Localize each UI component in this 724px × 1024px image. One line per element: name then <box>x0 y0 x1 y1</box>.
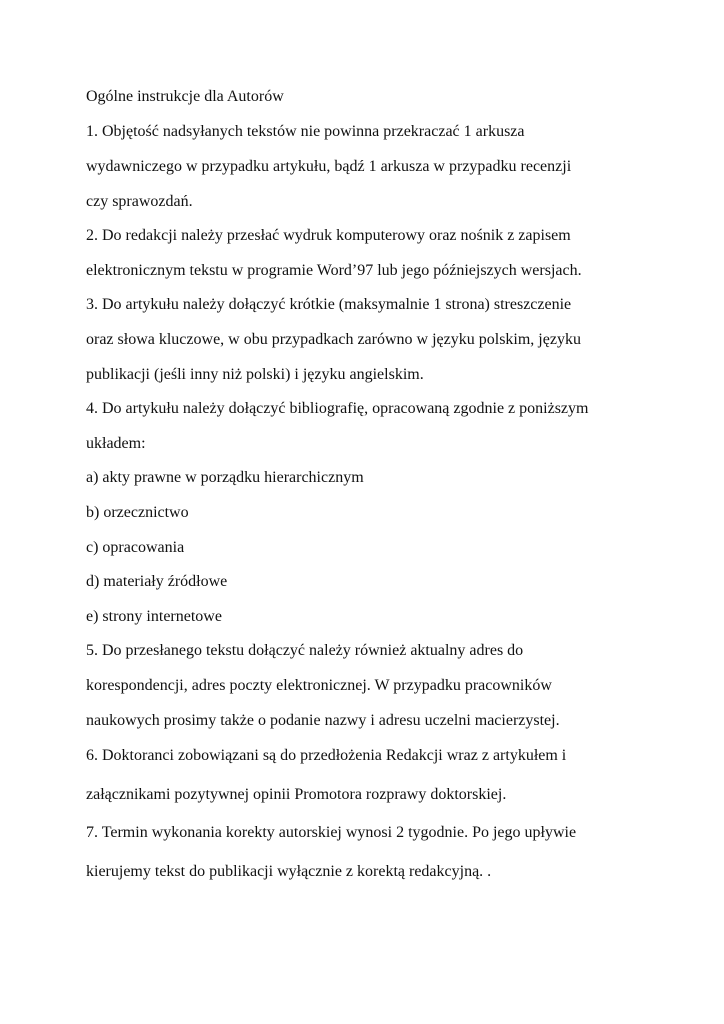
text-line: 3. Do artykułu należy dołączyć krótkie (maksymalnie 1 strona) streszczenie <box>86 296 572 313</box>
document-title: Ogólne instrukcje dla Autorów <box>86 88 284 105</box>
text-line: publikacji (jeśli inny niż polski) i języku angielskim. <box>86 366 424 383</box>
text-line: korespondencji, adres poczty elektronicznej. W przypadku pracowników <box>86 677 552 694</box>
text-line: załącznikami pozytywnej opinii Promotora rozprawy doktorskiej. <box>86 786 507 803</box>
text-line: 5. Do przesłanego tekstu dołączyć należy również aktualny adres do <box>86 642 524 659</box>
list-item: d) materiały źródłowe <box>86 573 228 590</box>
text-line: czy sprawozdań. <box>86 193 193 210</box>
list-item: c) opracowania <box>86 539 185 556</box>
text-line: układem: <box>86 435 146 452</box>
text-line: 2. Do redakcji należy przesłać wydruk komputerowy oraz nośnik z zapisem <box>86 227 571 244</box>
list-item: b) orzecznictwo <box>86 504 189 521</box>
text-line: wydawniczego w przypadku artykułu, bądź 1 arkusza w przypadku recenzji <box>86 158 572 175</box>
text-line: oraz słowa kluczowe, w obu przypadkach zarówno w języku polskim, języku <box>86 331 581 348</box>
text-line: 7. Termin wykonania korekty autorskiej wynosi 2 tygodnie. Po jego upływie <box>86 824 577 841</box>
text-line: elektronicznym tekstu w programie Word’97 lub jego późniejszych wersjach. <box>86 262 582 279</box>
list-item: e) strony internetowe <box>86 608 222 625</box>
list-item: a) akty prawne w porządku hierarchicznym <box>86 469 364 486</box>
text-line: 1. Objętość nadsyłanych tekstów nie powinna przekraczać 1 arkusza <box>86 123 525 140</box>
text-line: 4. Do artykułu należy dołączyć bibliografię, opracowaną zgodnie z poniższym <box>86 400 589 417</box>
text-line: kierujemy tekst do publikacji wyłącznie z korektą redakcyjną. . <box>86 863 492 880</box>
text-line: 6. Doktoranci zobowiązani są do przedłożenia Redakcji wraz z artykułem i <box>86 747 567 764</box>
text-line: naukowych prosimy także o podanie nazwy i adresu uczelni macierzystej. <box>86 712 560 729</box>
